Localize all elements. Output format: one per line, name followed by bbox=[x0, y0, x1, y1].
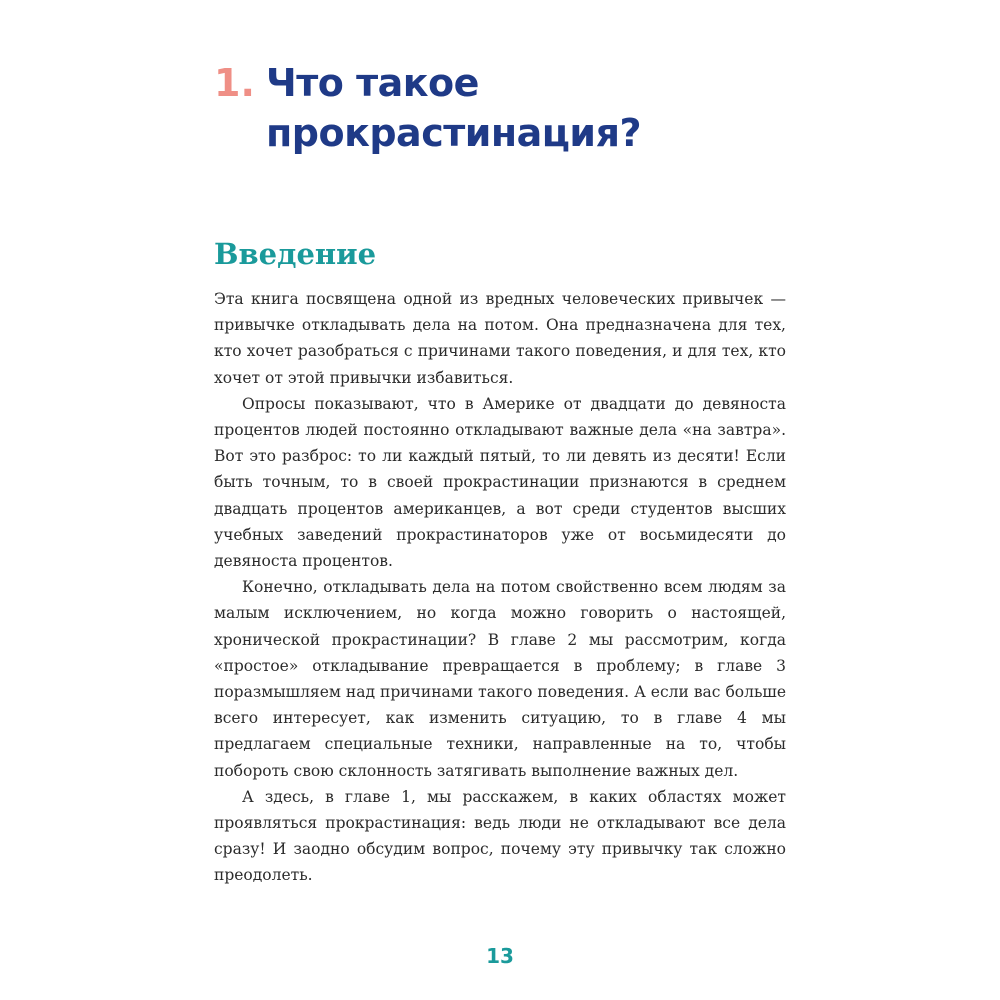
paragraph: Конечно, откладывать дела на потом свойственно всем людям за малым исключением, но когда можно говорить о настоящей, хронической прокрастинации? В главе 2 мы рассмотрим, когда «простое» откладывание превращается в проблему; в главе 3 поразмышляем над причинами такого поведения. А если вас больше всего интересует, как изменить ситуацию, то в главе 4 мы предлагаем специальные техники, направленные на то, чтобы побороть свою склонность затягивать выполнение важных дел. bbox=[214, 578, 786, 780]
page-number: 13 bbox=[486, 944, 514, 968]
body-text bbox=[214, 286, 786, 889]
chapter-number: 1. bbox=[214, 61, 255, 105]
chapter-header bbox=[214, 58, 774, 158]
chapter-title: Что такое прокрастинация? bbox=[266, 61, 642, 155]
section-heading: Введение bbox=[214, 237, 377, 271]
paragraph: Эта книга посвящена одной из вредных человеческих привычек — привычке откладывать дела на потом. Она предназначена для тех, кто хочет разобраться с причинами такого поведения, и для тех, кто хочет от этой привычки избавиться. bbox=[214, 290, 786, 387]
paragraph: Опросы показывают, что в Америке от двадцати до девяноста процентов людей постоянно откладывают важные дела «на завтра». Вот это разброс: то ли каждый пятый, то ли девять из десяти! Если быть точным, то в своей прокрастинации признаются в среднем двадцать процентов американцев, а вот среди студентов высших учебных заведений прокрастинаторов уже от восьмидесяти до девяноста процентов. bbox=[214, 394, 786, 571]
paragraph: А здесь, в главе 1, мы расскажем, в каких областях может проявляться прокрастинация: ведь люди не откладывают все дела сразу! И заодно обсудим вопрос, почему эту привычку так сложно преодолеть. bbox=[214, 787, 786, 885]
